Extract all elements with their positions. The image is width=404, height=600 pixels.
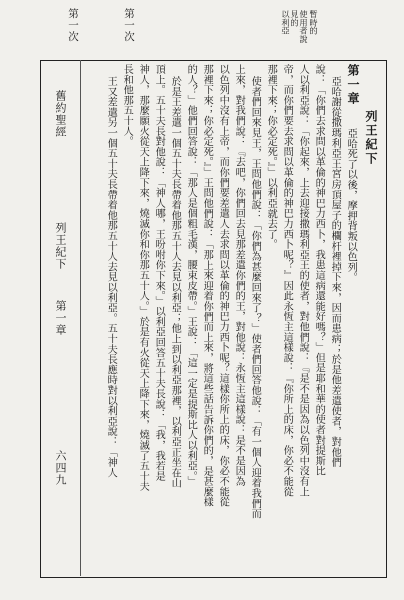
page-number: 六四九 (54, 450, 67, 486)
text-column: 亞哈謝從撒瑪利亞王宮房頂屋子的欄杆裡掉下來，因而患病；於是他差遣使者，對他們 (329, 76, 341, 468)
text-column: 帝，而你們要去求問以革倫的神巴力西卜呢？』因此永恆主這樣說：『你所上的床，你必不能從 (281, 64, 293, 497)
header-chapter-left: 第一次 (67, 8, 79, 43)
text-column: 說：「你們去求問以革倫的神巴力西卜，我患這病還能好嗎？」但是耶和華的使者對提斯比 (313, 64, 325, 476)
margin-note-line: 使用者說 (299, 10, 309, 43)
margin-note-line: 以利亞 (281, 10, 291, 35)
text-column: 亞哈死了以後，摩押背叛以色列。 (345, 128, 357, 283)
text-column: 那裡下來；你必定死。』」王問他們說：「那上來迎着你們而上來，將這些話告訴你們的，是甚麼樣 (201, 64, 213, 507)
text-column: 於是王差遣一個五十夫長帶着他那五十人去見以利亞；他上到以利亞那裡，以利亞正坐在山 (169, 76, 181, 488)
text-column: 那裡下來；你必定死。』」以利亞就去了。 (265, 64, 277, 250)
text-column: 王又差遣另一個五十夫長帶着他那五十人去見以利亞。五十夫長應時對以利亞說：「神人 (105, 76, 117, 478)
margin-note-line: 暫時的 (309, 10, 319, 35)
text-column: 神人，那麼願火從天上降下來，燒滅你和你那五十人。」於是有火從天上降下來，燒滅了五十夫 (137, 64, 149, 492)
text-column: 使者們回來見王，王問他們說：「你們為甚麼回來了？」使者們回答他說：「有一個人迎着我們而 (249, 76, 261, 519)
text-column: 的人？」他們回答說：「那人是個粗毛漢，腰束皮帶。」王說：「這一定是提斯比人以利亞。」 (185, 64, 197, 487)
footer-book-title: 舊約聖經 (54, 90, 67, 138)
book-title: 列王紀下 (364, 110, 378, 166)
footer-divider (80, 60, 81, 576)
text-column: 人以利亞說：「你起來，上去迎接撒瑪利亞王的使者，對他們說：『是不是因為以色列中沒有上 (297, 64, 309, 497)
chapter-heading: 第一章 (346, 64, 360, 106)
margin-note (282, 10, 318, 56)
margin-note-line: 見的 (290, 10, 300, 27)
footer-chapter: 第一章 (54, 300, 67, 336)
text-column: 長和他那五十人。 (121, 64, 133, 147)
text-column: 以色列中沒有上帝，而你們要差遣人去求問以革倫的神巴力西卜呢？這樣你所上的床，你必不能從 (217, 64, 229, 507)
footer-section: 列王紀下 (54, 222, 67, 270)
text-column: 上來，對我們說：『去吧，你們回去見那差遣你們的王，對他說：永恆主這樣說：是不是因為 (233, 64, 245, 487)
text-column: 頂上。五十夫長對他說：「神人哪，王吩咐你下來。」以利亞回答五十夫長說：「我，我若是 (153, 64, 165, 482)
header-chapter-right: 第一次 (123, 8, 135, 43)
